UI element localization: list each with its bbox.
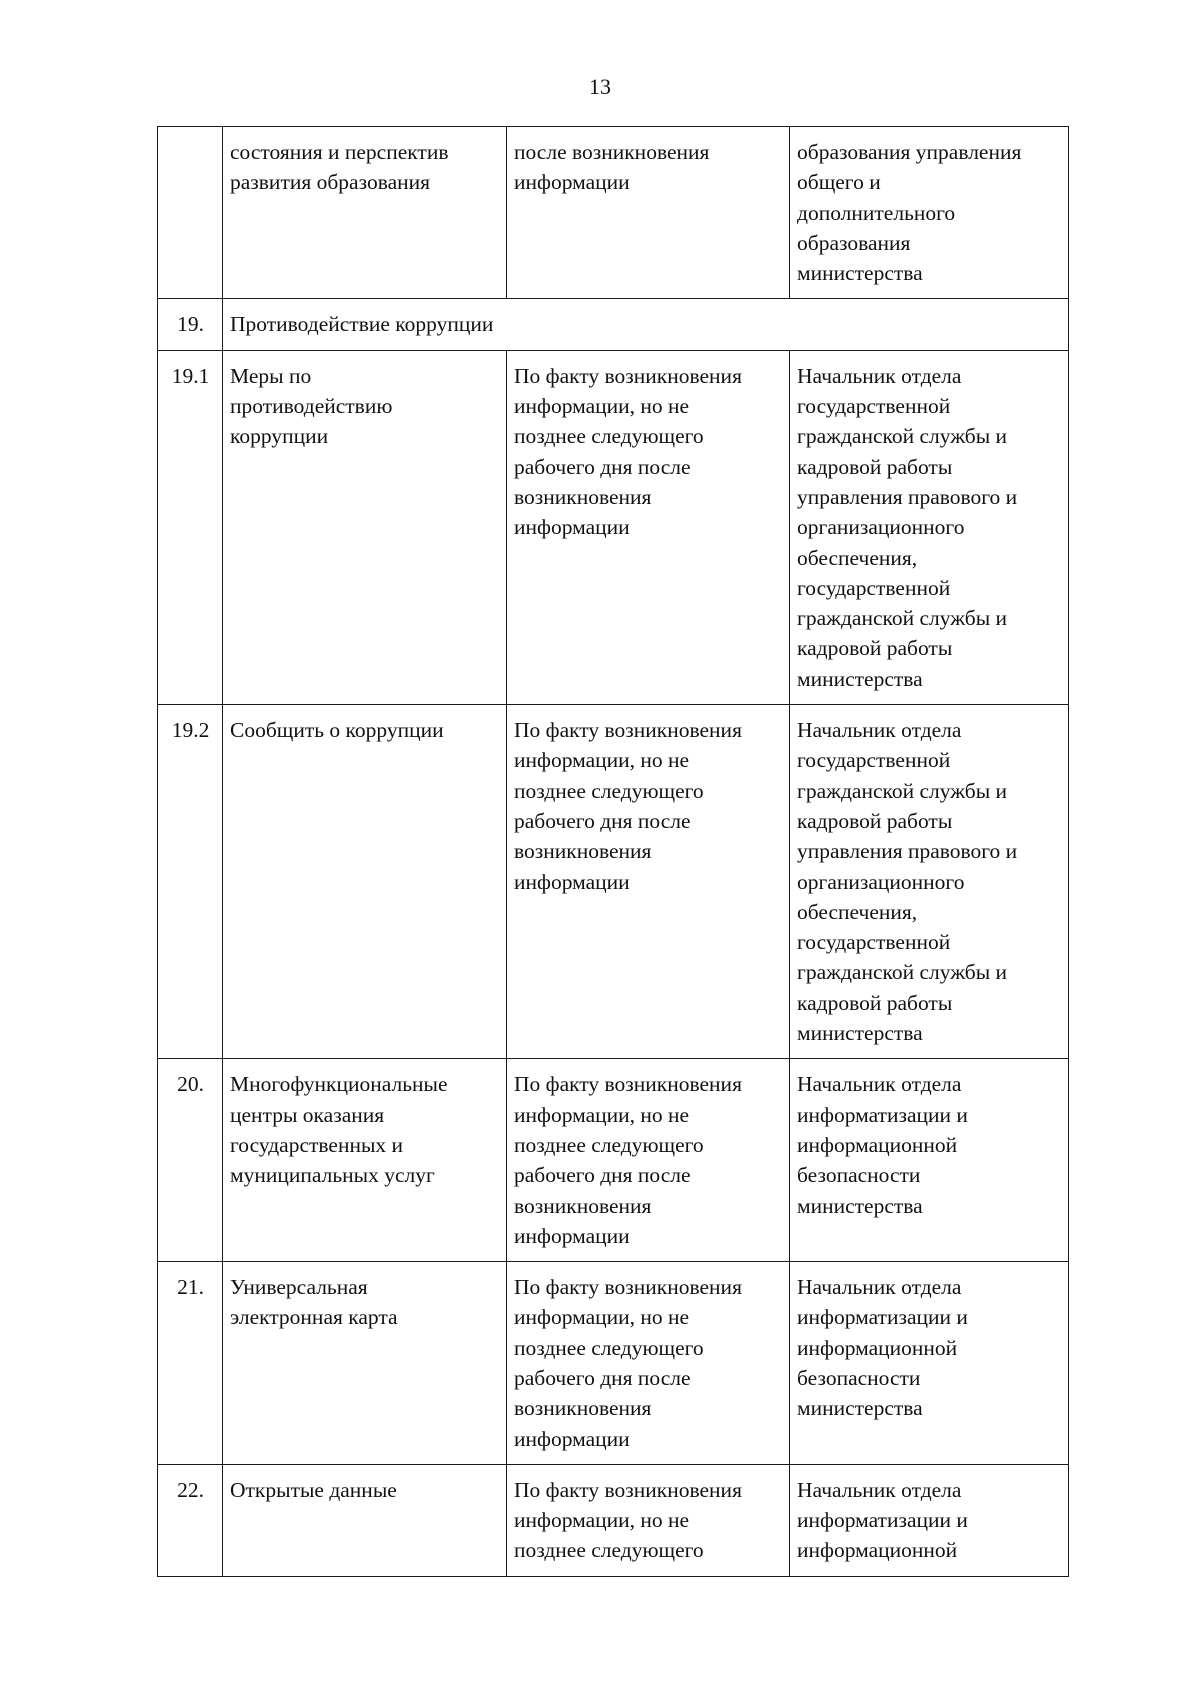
update-term: По факту возникновения информации, но не позднее следующего рабочего дня после возникновения информации: [507, 705, 790, 1059]
row-number: [158, 127, 223, 299]
responsible-person: Начальник отдела информатизации и информационной безопасности министерства: [790, 1262, 1069, 1465]
table-row-22: [158, 1464, 1069, 1576]
row-number: 20.: [158, 1059, 223, 1262]
update-term: По факту возникновения информации, но не позднее следующего рабочего дня после возникновения информации: [507, 350, 790, 704]
table-row-19-1: [158, 350, 1069, 704]
responsible-person: Начальник отдела информатизации и информационной: [790, 1464, 1069, 1576]
responsible-person: образования управления общего и дополнительного образования министерства: [790, 127, 1069, 299]
table-row-20: [158, 1059, 1069, 1262]
row-number: 21.: [158, 1262, 223, 1465]
responsible-person: Начальник отдела государственной гражданской службы и кадровой работы управления правового и организационного обеспечения, государственной гражданской службы и кадровой работы министерства: [790, 350, 1069, 704]
table-row-section-19: [158, 299, 1069, 350]
update-term: после возникновения информации: [507, 127, 790, 299]
responsible-person: Начальник отдела государственной гражданской службы и кадровой работы управления правового и организационного обеспечения, государственной гражданской службы и кадровой работы министерства: [790, 705, 1069, 1059]
section-name: Меры по противодействию коррупции: [223, 350, 507, 704]
section-name: Сообщить о коррупции: [223, 705, 507, 1059]
section-title: Противодействие коррупции: [223, 299, 1069, 350]
update-term: По факту возникновения информации, но не позднее следующего: [507, 1464, 790, 1576]
row-number: 19.2: [158, 705, 223, 1059]
responsible-person: Начальник отдела информатизации и информационной безопасности министерства: [790, 1059, 1069, 1262]
section-name: Многофункциональные центры оказания государственных и муниципальных услуг: [223, 1059, 507, 1262]
row-number: 22.: [158, 1464, 223, 1576]
update-term: По факту возникновения информации, но не позднее следующего рабочего дня после возникновения информации: [507, 1262, 790, 1465]
table-row-19-2: [158, 705, 1069, 1059]
section-name: Универсальная электронная карта: [223, 1262, 507, 1465]
row-number: 19.1: [158, 350, 223, 704]
row-number: 19.: [158, 299, 223, 350]
page-number: 13: [589, 74, 611, 99]
table-row-21: [158, 1262, 1069, 1465]
responsibility-table: [157, 126, 1069, 1577]
update-term: По факту возникновения информации, но не позднее следующего рабочего дня после возникновения информации: [507, 1059, 790, 1262]
section-name: Открытые данные: [223, 1464, 507, 1576]
table-row-continuation: [158, 127, 1069, 299]
section-name: состояния и перспектив развития образования: [223, 127, 507, 299]
